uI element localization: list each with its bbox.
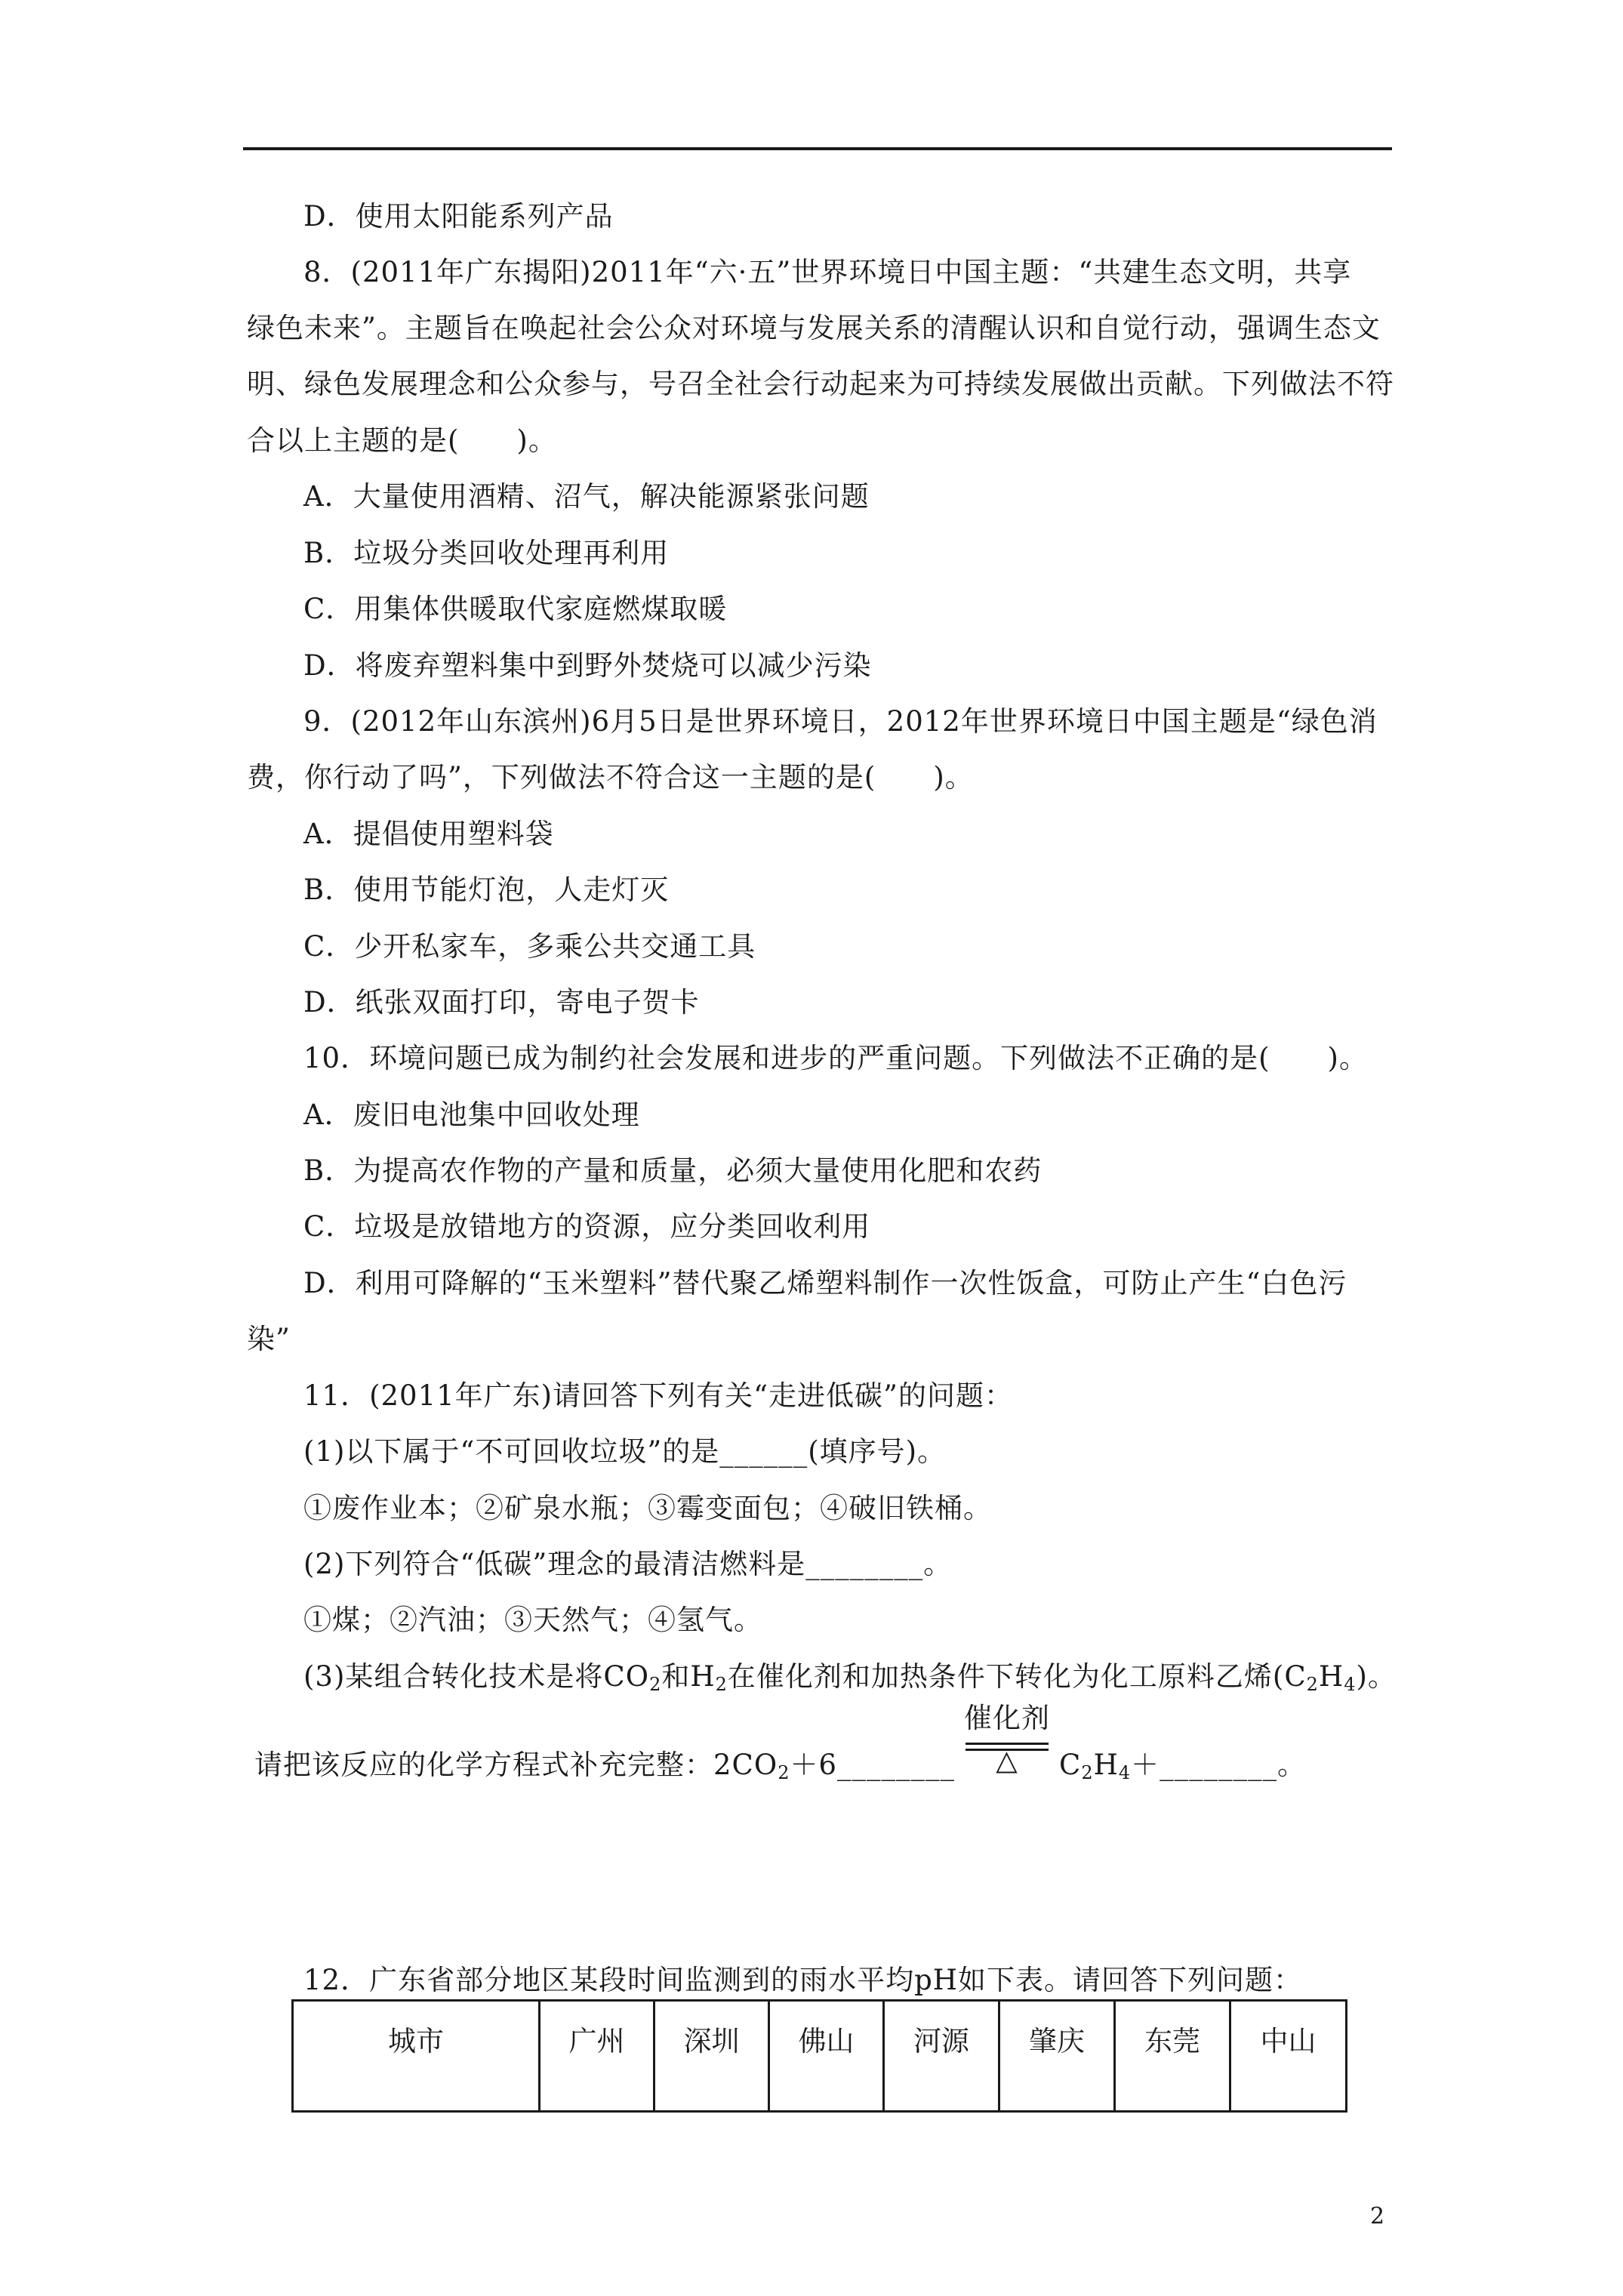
q9-stem-line-2: 费，你行动了吗”，下列做法不符合这一主题的是( )。 <box>247 761 974 794</box>
subscript: 2 <box>649 1674 662 1695</box>
table-header-cell: 城市 <box>293 2001 540 2112</box>
table-header-cell: 广州 <box>540 2001 654 2112</box>
table-header-row <box>293 2001 1347 2112</box>
q9-option-c: C．少开私家车，多乘公共交通工具 <box>303 930 756 963</box>
q10-option-d-line-1: D．利用可降解的“玉米塑料”替代聚乙烯塑料制作一次性饭盒，可防止产生“白色污 <box>303 1267 1347 1299</box>
q10-option-c: C．垃圾是放错地方的资源，应分类回收利用 <box>303 1210 871 1243</box>
q11-stem: 11．(2011年广东)请回答下列有关“走进低碳”的问题： <box>303 1379 1013 1412</box>
subscript: 2 <box>1306 1674 1319 1695</box>
reaction-condition-arrow <box>962 1702 1052 1779</box>
q10-option-b: B．为提高农作物的产量和质量，必须大量使用化肥和农药 <box>303 1154 1042 1187</box>
table-header-cell: 河源 <box>884 2001 999 2112</box>
q12-stem: 12．广东省部分地区某段时间监测到的雨水平均pH如下表。请回答下列问题： <box>303 1964 1303 1996</box>
equation-reactant-blank: ＋6________ <box>790 1749 956 1781</box>
q11-part-2-choices: ①煤；②汽油；③天然气；④氢气。 <box>303 1604 762 1636</box>
header-rule <box>243 147 1392 150</box>
equation-product-c: C <box>1059 1749 1082 1781</box>
q10-option-d-line-2: 染” <box>247 1323 291 1355</box>
chemical-equation <box>254 1702 1307 1789</box>
subscript: 2 <box>715 1674 728 1695</box>
q11-part-2: (2)下列符合“低碳”理念的最清洁燃料是________。 <box>303 1548 953 1580</box>
q8-stem-line-1: 8．(2011年广东揭阳)2011年“六·五”世界环境日中国主题：“共建生态文明，共享 <box>303 256 1352 288</box>
subscript: 4 <box>1118 1762 1132 1783</box>
q11-part-1-choices: ①废作业本；②矿泉水瓶；③霉变面包；④破旧铁桶。 <box>303 1492 992 1524</box>
q10-option-a: A．废旧电池集中回收处理 <box>303 1099 640 1131</box>
q8-option-c: C．用集体供暖取代家庭燃煤取暖 <box>303 593 728 625</box>
page-number: 2 <box>1370 2203 1385 2230</box>
rain-ph-table <box>291 1999 1347 2113</box>
q9-option-a: A．提倡使用塑料袋 <box>303 818 554 850</box>
q11-part-3-text-3: 在催化剂和加热条件下转化为化工原料乙烯(C <box>727 1660 1307 1693</box>
equation-tail-blank: ＋________。 <box>1131 1749 1307 1781</box>
subscript: 2 <box>778 1762 790 1783</box>
q11-part-3-text-5: )。 <box>1356 1660 1397 1693</box>
table-header-cell: 肇庆 <box>999 2001 1115 2112</box>
q11-part-3 <box>303 1660 1397 1701</box>
q8-option-b: B．垃圾分类回收处理再利用 <box>303 537 670 569</box>
q11-part-1: (1)以下属于“不可回收垃圾”的是______(填序号)。 <box>303 1435 947 1468</box>
subscript: 4 <box>1344 1674 1357 1695</box>
q8-stem-line-4: 合以上主题的是( )。 <box>247 424 557 457</box>
table-header-cell: 深圳 <box>654 2001 769 2112</box>
q8-stem-line-3: 明、绿色发展理念和公众参与，号召全社会行动起来为可持续发展做出贡献。下列做法不符 <box>247 368 1394 400</box>
q11-part-3-text-2: 和H <box>661 1660 716 1693</box>
catalyst-label: 催化剂 <box>964 1702 1051 1734</box>
table-header-cell: 东莞 <box>1115 2001 1230 2112</box>
q7-option-d: D．使用太阳能系列产品 <box>303 200 614 233</box>
q9-option-d: D．纸张双面打印，寄电子贺卡 <box>303 986 700 1019</box>
equation-product-h: H <box>1093 1749 1119 1781</box>
subscript: 2 <box>1081 1762 1094 1783</box>
q9-stem-line-1: 9．(2012年山东滨州)6月5日是世界环境日，2012年世界环境日中国主题是“绿色消 <box>303 705 1378 738</box>
q8-option-d: D．将废弃塑料集中到野外焚烧可以减少污染 <box>303 649 872 682</box>
heat-symbol: △ <box>996 1744 1018 1777</box>
q10-stem: 10．环境问题已成为制约社会发展和进步的严重问题。下列做法不正确的是( )。 <box>303 1042 1368 1074</box>
q8-option-a: A．大量使用酒精、沼气，解决能源紧张问题 <box>303 480 870 513</box>
q11-part-3-text-4: H <box>1318 1660 1344 1693</box>
equation-lead: 请把该反应的化学方程式补充完整：2CO <box>254 1749 778 1781</box>
q8-stem-line-2: 绿色未来”。主题旨在唤起社会公众对环境与发展关系的清醒认识和自觉行动，强调生态文 <box>247 312 1381 344</box>
q9-option-b: B．使用节能灯泡，人走灯灭 <box>303 874 670 906</box>
q11-part-3-text-1: (3)某组合转化技术是将CO <box>303 1660 650 1693</box>
table-header-cell: 佛山 <box>769 2001 884 2112</box>
table-header-cell: 中山 <box>1230 2001 1347 2112</box>
